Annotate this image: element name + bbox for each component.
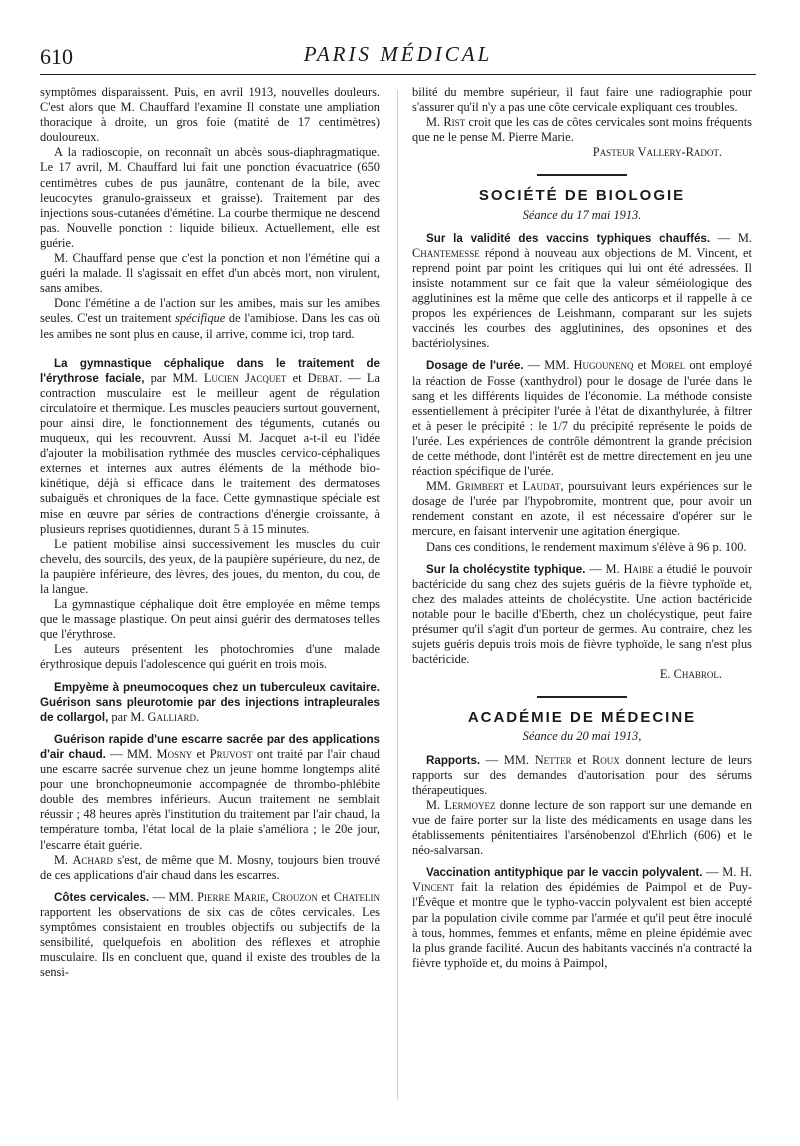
author-name: Haibe [623,561,654,576]
author-name: Laudat [522,479,561,494]
emphasis: spécifique [175,311,226,326]
author-name: Achard [72,852,113,867]
article-rapports [412,753,752,798]
paragraph: M. Chauffard pense que c'est la ponction et non l'émétine qui a guéri la malade. Il s'agissait en effet d'un abcès mort, non virulent, sans amibes. [40,251,380,296]
text-run: croit que les cas de côtes cervicales sont moins fréquents que ne le pense M. Pierre Marie. [412,115,752,145]
spacer [412,555,752,562]
author-name: Roux [592,752,620,767]
paragraph: La gymnastique céphalique doit être employée en même temps que le massage plastique. On peut ainsi guérir des dermatoses telles que l'érythrose. [40,597,380,642]
article-title: Vaccination antityphique par le vaccin polyvalent. [426,866,703,880]
paragraph [412,798,752,858]
signature: E. Chabrol. [659,667,722,682]
article-title: Sur la cholécystite typhique. [426,562,586,576]
paragraph [40,853,380,883]
author-name: Pierre Marie [197,889,266,904]
article-vaccins-typhiques [412,231,752,352]
article-escarre [40,732,380,853]
text-run: et [317,889,334,904]
spacer [412,858,752,865]
text-run: M. [426,115,444,130]
spacer [40,725,380,732]
text-run: rapportent les observations de six cas de côtes cervicales. Les symptômes consistaient en troubles objectifs ou subjectifs de la sensibilité, quelquefois en abolition des réflexes et atrophie musculaire. Ils en concluent que, quand il existe des troubles de la sensi- [40,904,380,980]
article-dosage-uree [412,358,752,479]
text-run: s'est, de même que M. Mosny, toujours bien trouvé de ces applications d'air chaud dans les escarres. [40,852,380,882]
author-name: Lermoyez [444,797,496,812]
article-title: Empyème à pneumocoques chez un tuberculeux cavitaire. Guérison sans pleurotomie par des injections intrapleurales de collargol, [40,680,380,724]
text-run: répond à nouveau aux objections de M. Vincent, et reprend point par point les critiques qui lui ont été adressées. Il insiste notamment sur ce fait que la valeur séméiologique des agglutinines est la même que celle des anticorps et il rappelle à ce propos les expériences de Leishmann, comparant sur les sujets vaccinés les courbes des agglutinines, des opsonines et des bactériolysines. [412,245,752,351]
paragraph: Les auteurs présentent les photochromies d'une malade érythrosique depuis l'adolescence qui guérit en trois mois. [40,642,380,672]
journal-title: PARIS MÉDICAL [303,42,493,66]
article-vaccin-polyvalent [412,865,752,971]
text-run: a étudié le pouvoir bactéricide du sang chez des sujets guéris de la fièvre typhoïde et, chez des malades atteints de cholécystite. Une action bactéricide notable pour le bacille d'Eberth, chez un cholécystique, peut faire présumer qu'il s'agit d'un porteur de germes. Au contraire, chez les sujets guéris depuis trois mois de fièvre typhoïde, le sang n'est plus bactéricide. [412,561,752,667]
text-run: M. [426,797,445,812]
text-run: M. [54,852,73,867]
text-run: . [195,709,200,724]
spacer [40,342,380,356]
author-name: Chantemesse [412,245,480,260]
spacer [40,673,380,680]
text-run: et [633,358,651,373]
text-run: Donc l'émétine a de l'action sur les amibes, mais sur les amibes seules. C'est un traitement [40,296,380,326]
text-run: — M. H. [702,865,752,880]
author-name: Mosny [156,746,193,761]
paragraph: A la radioscopie, on reconnaît un abcès sous-diaphragmatique. Le 17 avril, M. Chauffard lui fait une ponction évacuatrice (650 centimètres cubes de pus jaunâtre, contenant de la bile, avec leucocytes granulo-graisseux et graisse). Traitement par des injections sous-cutanées d'émétine. La courbe thermique ne descend pas. Nouvelle ponction : liquide bilieux. Actuellement, elle est guérie. [40,145,380,250]
author-name: Lucien Jacquet [203,370,287,385]
author-name: Chatelin [333,889,380,904]
author-name: Netter [534,752,572,767]
text-run: de l'amibiose. Dans les cas où les amibes ne sont plus en cause, il arrive, comme ici, trop tard. [40,311,380,341]
text-run: donne lecture de son rapport sur une demande en vue de faire porter sur la liste des médicaments en usage dans les établissements pénitentiaires l'arsénobenzol d'Ehrlich (606) et le néo-salvarsan. [412,797,752,858]
page-number: 610 [40,44,73,69]
section-rule [537,174,627,176]
left-column [40,85,380,980]
text-run: et [192,746,210,761]
right-column [412,85,752,971]
header-rule [40,74,756,75]
spacer [412,351,752,358]
text-run: — MM. [523,358,574,373]
article-empyeme [40,680,380,725]
author-name: Morel [650,358,686,373]
article-title: Côtes cervicales. [54,890,150,904]
article-title: Guérison rapide d'une escarre sacrée par des applications d'air chaud. [40,732,380,761]
paragraph: symptômes disparaissent. Puis, en avril 1913, nouvelles douleurs. C'est alors que M. Chauffard l'examine Il constate une ampliation thoracique à droite, un gros foie (matité de 17 centimètres) douloureux. [40,85,380,145]
section-title-academie-medecine: ACADÉMIE DE MÉDECINE [467,709,697,727]
article-cholecystite [412,562,752,668]
column-divider [397,90,398,1100]
text-run: — MM. [105,746,157,761]
text-run: et [286,370,308,385]
section-rule [537,696,627,698]
text-run: ont traité par l'air chaud une escarre sacrée survenue chez un jeune homme longtemps alité pour une bronchopneumonie accompagnée de thrombo-phlébite double des membres inférieurs. Aucun traitement ne semblait réussir ; 48 heures après l'institution du traitement par l'air chaud, la température tomba, l'état local de la plaie s'améliora ; le 20e jour, l'escarre était guérie. [40,746,380,852]
article-title: Sur la validité des vaccins typhiques chauffés. [426,231,711,245]
article-title: La gymnastique céphalique dans le traitement de l'érythrose faciale, [40,356,380,385]
page-header [40,40,756,84]
author-name: Debat [307,370,340,385]
author-name: Galliard [147,709,196,724]
session-date: Séance du 17 mai 1913. [522,207,642,222]
text-run: MM. [426,479,456,494]
paragraph: bilité du membre supérieur, il faut faire une radiographie pour s'assurer qu'il n'y a pas une côte cervicale expliquant ces troubles. [412,85,752,115]
text-run: fait la relation des épidémies de Paimpol et de Puy-l'Évêque et montre que le typho-vaccin polyvalent est bien accepté par la population civile comme par l'armée et qu'il peut être inoculé à tous, hommes, femmes et enfants, même en pleine épidémie avec la plus grande facilité. Aucun des habitants vaccinés n'a contracté la fièvre typhoïde et, du moins à Paimpol, [412,880,752,970]
article-cotes-cervicales [40,890,380,981]
article-title: Dosage de l'urée. [426,359,524,373]
author-name: Rist [443,115,466,130]
paragraph: Le patient mobilise ainsi successivement les muscles du cuir chevelu, des sourcils, des yeux, de la paupière supérieure, du nez, de la paupière inférieure, des lèvres, des joues, du menton, du cou, de la langue. [40,536,380,596]
text-run: et [571,752,593,767]
text-run: ont employé la réaction de Fosse (xanthydrol) pour le dosage de l'urée dans le sang et les différents liquides de l'économie. La méthode consiste essentiellement à précipiter l'urée à l'état de dixanthylurée, à filtrer et à peser le précipité : le 1/7 du précipité représente le poids de l'urée. Les expériences de contrôle démontrent la grande précision de cette méthode, dont l'intérêt est de mettre directement en jeu une réaction spécifique de l'urée. [412,358,752,479]
paragraph: Dans ces conditions, le rendement maximum s'élève à 96 p. 100. [426,539,747,554]
author-name: Crouzon [272,889,318,904]
text-run: par MM. [144,370,204,385]
text-run: — MM. [149,889,198,904]
session-date: Séance du 20 mai 1913, [522,729,642,744]
text-run: — MM. [480,752,535,767]
text-run: donnent lecture de leurs rapports sur des demandes d'autorisation pour des sérums thérapeutiques. [412,752,752,797]
author-name: Hugounenq [573,358,634,373]
text-run: . — La contraction musculaire est le meilleur agent de régulation circulatoire et thermique. Les muscles peauciers surtout gouvernent, pour ainsi dire, le fonctionnement des téguments, cutanés ou muqueux, qui les recouvrent. Aussi M. Jacquet a-t-il eu l'idée d'ajouter la mobilisation rythmée des muscles cervico-céphaliques externes et internes aux autres éléments de la méthode bio-kinétique, déjà si efficace dans le traitement des dermatoses subaiguës et chroniques de la face. Cette gymnastique spéciale est mise en œuvre par séries de contractions d'énergie croissante, à plusieurs reprises quotidiennes, durant 5 à 15 minutes. [40,370,380,536]
text-run: — M. [710,230,752,245]
text-run: et [504,479,523,494]
author-name: Grimbert [455,479,505,494]
paragraph [412,479,752,539]
paragraph [40,296,380,341]
author-name: Vincent [412,880,454,895]
text-run: , [265,889,273,904]
text-run: par M. [108,709,148,724]
article-title: Rapports. [426,753,481,767]
spacer [40,883,380,890]
section-title-societe-biologie: SOCIÉTÉ DE BIOLOGIE [478,187,686,205]
author-name: Pruvost [209,746,253,761]
text-run: — M. [585,561,624,576]
paragraph [412,115,752,145]
article-gymnastique [40,356,380,537]
signature: Pasteur Vallery-Radot. [592,145,722,160]
text-run: , poursuivant leurs expériences sur le dosage de l'urée par l'hypobromite, montrent que, pour avoir un rendement constant en azote, il est nécessaire d'opérer sur le mercure, en faisant intervenir une agitation énergique. [412,479,752,539]
